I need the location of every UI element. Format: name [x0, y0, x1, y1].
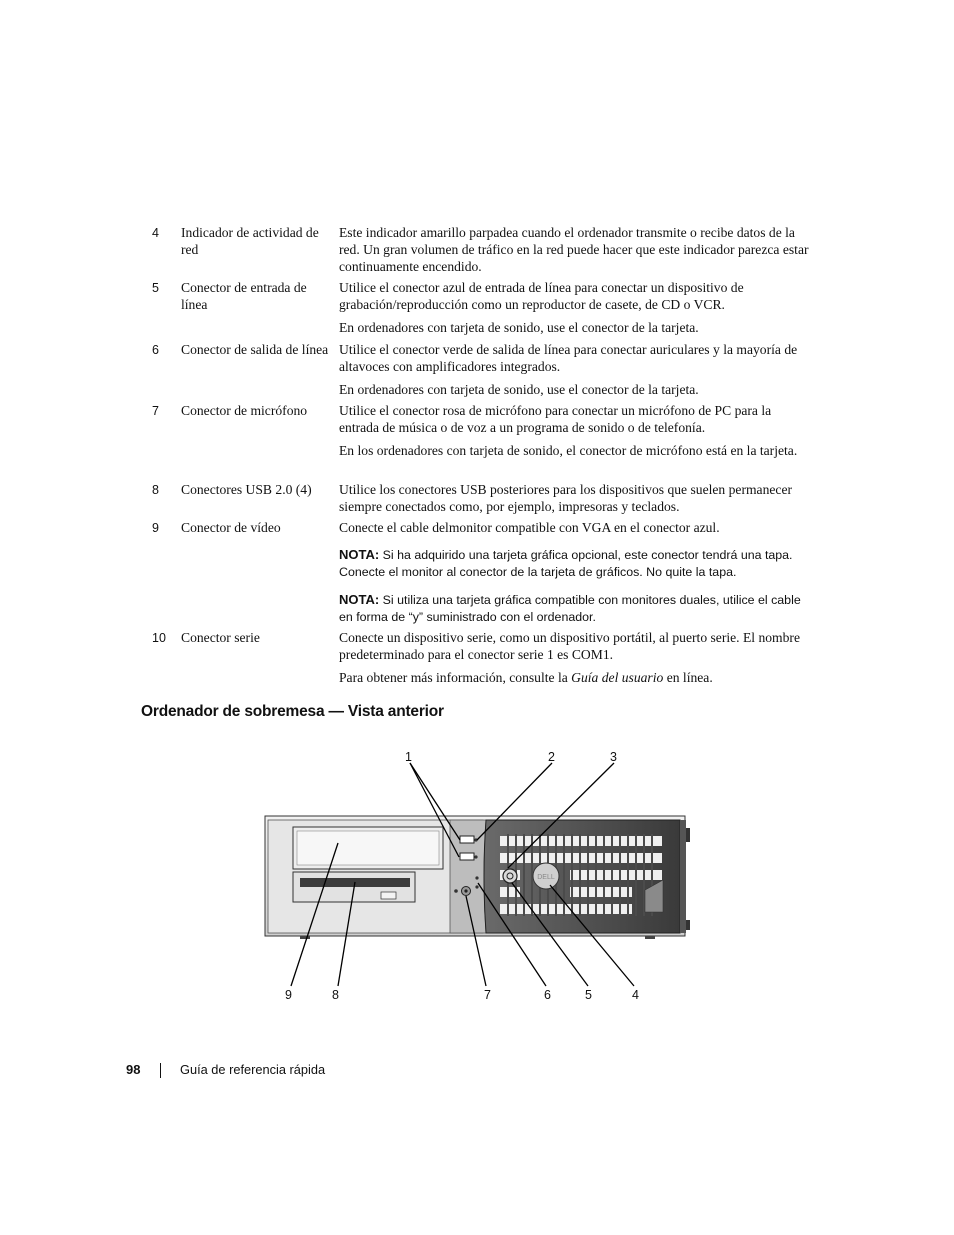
- row-term: Conector de salida de línea: [181, 342, 329, 357]
- description-paragraph: En ordenadores con tarjeta de sonido, use el conector de la tarjeta.: [339, 320, 699, 335]
- desktop-front-view-figure: [250, 740, 710, 1010]
- footer-title: Guía de referencia rápida: [180, 1062, 326, 1077]
- connector-table: [152, 224, 812, 691]
- row-number: 4: [152, 226, 159, 240]
- row-description: [339, 341, 809, 398]
- callout-3: 3: [610, 750, 617, 764]
- row-term: Conector de vídeo: [181, 520, 281, 535]
- row-description: [339, 402, 809, 459]
- row-term: Conector serie: [181, 630, 260, 645]
- description-paragraph: Utilice el conector azul de entrada de línea para conectar un dispositivo de grabación/reproducción como un reproductor de casete, de CD o VCR.: [339, 280, 744, 312]
- description-paragraph: En los ordenadores con tarjeta de sonido, el conector de micrófono está en la tarjeta.: [339, 443, 798, 458]
- row-number: 8: [152, 483, 159, 497]
- row-term: Indicador de actividad de red: [181, 225, 319, 257]
- row-term: Conectores USB 2.0 (4): [181, 482, 312, 497]
- row-term: Conector de micrófono: [181, 403, 308, 418]
- callout-6: 6: [544, 988, 551, 1002]
- row-description: [339, 519, 809, 626]
- table-row: [152, 341, 812, 402]
- table-row: [152, 279, 812, 341]
- more-info-before: Para obtener más información, consulte la: [339, 670, 572, 685]
- description-paragraph: Utilice los conectores USB posteriores para los dispositivos que suelen permanecer siempre conectados como, por ejemplo, impresoras y teclados.: [339, 482, 793, 514]
- note-label: NOTA:: [339, 547, 380, 562]
- description-paragraph: Este indicador amarillo parpadea cuando el ordenador transmite o recibe datos de la red. Un gran volumen de tráfico en la red puede hacer que este indicador parezca estar continuamente encendido.: [339, 225, 809, 274]
- more-info-after: en línea.: [663, 670, 713, 685]
- section-heading: Ordenador de sobremesa — Vista anterior: [141, 703, 444, 720]
- table-row: [152, 481, 812, 519]
- description-paragraph: En ordenadores con tarjeta de sonido, use el conector de la tarjeta.: [339, 382, 699, 397]
- table-row: [152, 519, 812, 629]
- row-description: [339, 224, 809, 275]
- description-paragraph: Conecte el cable delmonitor compatible con VGA en el conector azul.: [339, 520, 720, 535]
- table-row: [152, 629, 812, 691]
- description-paragraph: Utilice el conector rosa de micrófono para conectar un micrófono de PC para la entrada de música o de voz a un programa de sonido o de telefonía.: [339, 403, 772, 435]
- row-term: Conector de entrada de línea: [181, 280, 307, 312]
- row-description: [339, 279, 809, 336]
- row-description: [339, 629, 809, 686]
- row-number: 5: [152, 281, 159, 295]
- footer-divider: [160, 1063, 161, 1078]
- callout-1: 1: [405, 750, 412, 764]
- callout-2: 2: [548, 750, 555, 764]
- brand-logo: DELL: [537, 874, 555, 881]
- callout-8: 8: [332, 988, 339, 1002]
- row-number: 10: [152, 631, 166, 645]
- row-number: 9: [152, 521, 159, 535]
- callout-7: 7: [484, 988, 491, 1002]
- callout-5: 5: [585, 988, 592, 1002]
- description-paragraph: [339, 669, 809, 686]
- note-text: Si ha adquirido una tarjeta gráfica opcional, este conector tendrá una tapa. Conecte el monitor al conector de la tarjeta de gráficos. No quite la tapa.: [339, 548, 793, 579]
- note-label: NOTA:: [339, 592, 380, 607]
- desktop-computer-illustration: [250, 740, 710, 1010]
- page-number: 98: [126, 1062, 141, 1077]
- table-row: [152, 224, 812, 279]
- description-paragraph: Utilice el conector verde de salida de línea para conectar auriculares y la mayoría de altavoces con amplificadores integrados.: [339, 342, 798, 374]
- note: [339, 546, 809, 581]
- user-guide-reference: Guía del usuario: [571, 670, 664, 685]
- callout-9: 9: [285, 988, 292, 1002]
- note-text: Si utiliza una tarjeta gráfica compatible con monitores duales, utilice el cable en forma de “y” suministrado con el ordenador.: [339, 593, 801, 624]
- row-number: 6: [152, 343, 159, 357]
- row-number: 7: [152, 404, 159, 418]
- table-row: [152, 402, 812, 481]
- description-paragraph: Conecte un dispositivo serie, como un dispositivo portátil, al puerto serie. El nombre predeterminado para el conector serie 1 es COM1.: [339, 630, 800, 662]
- callout-4: 4: [632, 988, 639, 1002]
- row-description: [339, 481, 809, 515]
- note: [339, 591, 809, 626]
